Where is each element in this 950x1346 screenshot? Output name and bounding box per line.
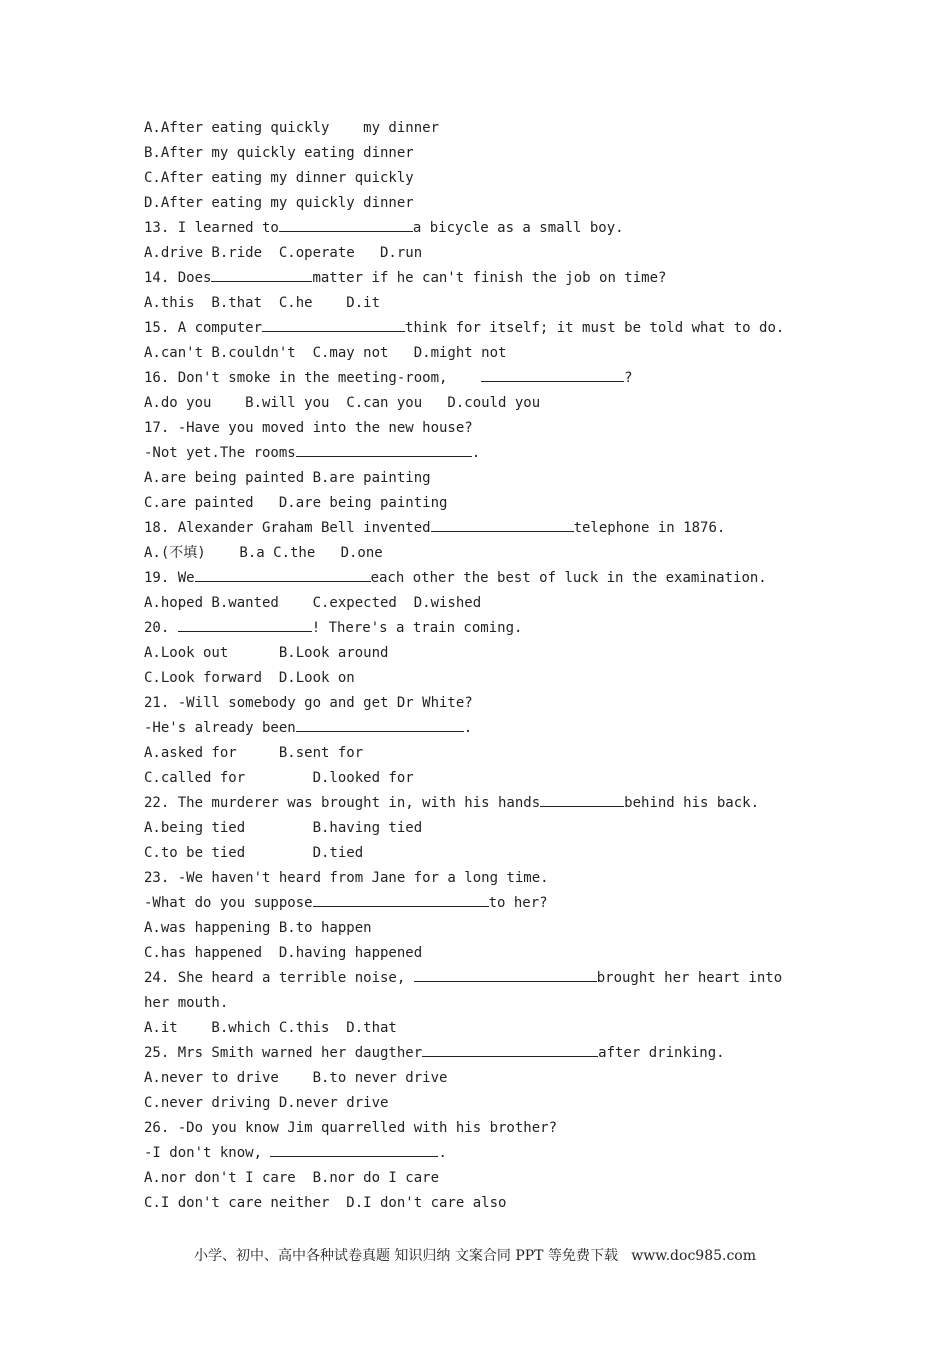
question-21: 21. -Will somebody go and get Dr White? bbox=[144, 695, 473, 711]
option-line: C.are painted D.are being painting bbox=[144, 495, 448, 511]
answer-blank bbox=[414, 966, 597, 982]
answer-blank bbox=[195, 566, 371, 582]
option-line: C.never driving D.never drive bbox=[144, 1095, 389, 1111]
option-line: C.has happened D.having happened bbox=[144, 945, 423, 961]
question-line: -What do you suppose to her? bbox=[144, 891, 824, 916]
question-22: 22. The murderer was brought in, with his hands behind his back. bbox=[144, 791, 824, 816]
option-line: A.Look out B.Look around bbox=[144, 645, 389, 661]
option-line: C.to be tied D.tied bbox=[144, 845, 364, 861]
answer-blank bbox=[296, 441, 472, 457]
answer-blank bbox=[262, 316, 405, 332]
option-line: A.this B.that C.he D.it bbox=[144, 295, 381, 311]
answer-blank bbox=[481, 366, 624, 382]
option-line: A.was happening B.to happen bbox=[144, 920, 372, 936]
option-line: C.Look forward D.Look on bbox=[144, 670, 355, 686]
answer-blank bbox=[270, 1141, 438, 1157]
option-line: C.After eating my dinner quickly bbox=[144, 170, 414, 186]
answer-blank bbox=[540, 791, 624, 807]
question-18: 18. Alexander Graham Bell invented telephone in 1876. bbox=[144, 516, 824, 541]
answer-blank bbox=[178, 616, 312, 632]
question-text bbox=[144, 116, 824, 1216]
question-line: -Not yet.The rooms . bbox=[144, 441, 824, 466]
answer-blank bbox=[422, 1041, 598, 1057]
footer-text: 小学、初中、高中各种试卷真题 知识归纳 文案合同 PPT 等免费下载 www.doc985.com bbox=[193, 1248, 756, 1264]
option-line: A.After eating quickly my dinner bbox=[144, 120, 440, 136]
option-line: A.never to drive B.to never drive bbox=[144, 1070, 448, 1086]
question-line: her mouth. bbox=[144, 995, 229, 1011]
question-line: -He's already been . bbox=[144, 716, 824, 741]
question-19: 19. We each other the best of luck in the examination. bbox=[144, 566, 824, 591]
question-23: 23. -We haven't heard from Jane for a long time. bbox=[144, 870, 549, 886]
question-16: 16. Don't smoke in the meeting-room, ? bbox=[144, 366, 824, 391]
option-line: C.I don't care neither D.I don't care also bbox=[144, 1195, 507, 1211]
question-15: 15. A computer think for itself; it must be told what to do. bbox=[144, 316, 824, 341]
option-line: A.nor don't I care B.nor do I care bbox=[144, 1170, 440, 1186]
answer-blank bbox=[296, 716, 464, 732]
option-line: A.asked for B.sent for bbox=[144, 745, 364, 761]
question-14: 14. Does matter if he can't finish the job on time? bbox=[144, 266, 824, 291]
answer-blank bbox=[313, 891, 489, 907]
option-line: D.After eating my quickly dinner bbox=[144, 195, 414, 211]
option-line: A.drive B.ride C.operate D.run bbox=[144, 245, 423, 261]
option-line: A.can't B.couldn't C.may not D.might not bbox=[144, 345, 507, 361]
option-line: A.do you B.will you C.can you D.could you bbox=[144, 395, 541, 411]
option-line: A.are being painted B.are painting bbox=[144, 470, 431, 486]
question-17: 17. -Have you moved into the new house? bbox=[144, 420, 473, 436]
option-line: A.it B.which C.this D.that bbox=[144, 1020, 397, 1036]
answer-blank bbox=[279, 216, 413, 232]
question-24: 24. She heard a terrible noise, brought her heart into bbox=[144, 966, 824, 991]
option-line: B.After my quickly eating dinner bbox=[144, 145, 414, 161]
question-26: 26. -Do you know Jim quarrelled with his brother? bbox=[144, 1120, 558, 1136]
question-25: 25. Mrs Smith warned her daugther after drinking. bbox=[144, 1041, 824, 1066]
option-line: C.called for D.looked for bbox=[144, 770, 414, 786]
option-line: A.(不填) B.a C.the D.one bbox=[144, 545, 383, 561]
option-line: A.being tied B.having tied bbox=[144, 820, 423, 836]
question-20: 20. ! There's a train coming. bbox=[144, 616, 824, 641]
answer-blank bbox=[211, 266, 312, 282]
question-13: 13. I learned to a bicycle as a small boy. bbox=[144, 216, 824, 241]
question-line: -I don't know, . bbox=[144, 1141, 824, 1166]
option-line: A.hoped B.wanted C.expected D.wished bbox=[144, 595, 482, 611]
answer-blank bbox=[431, 516, 574, 532]
